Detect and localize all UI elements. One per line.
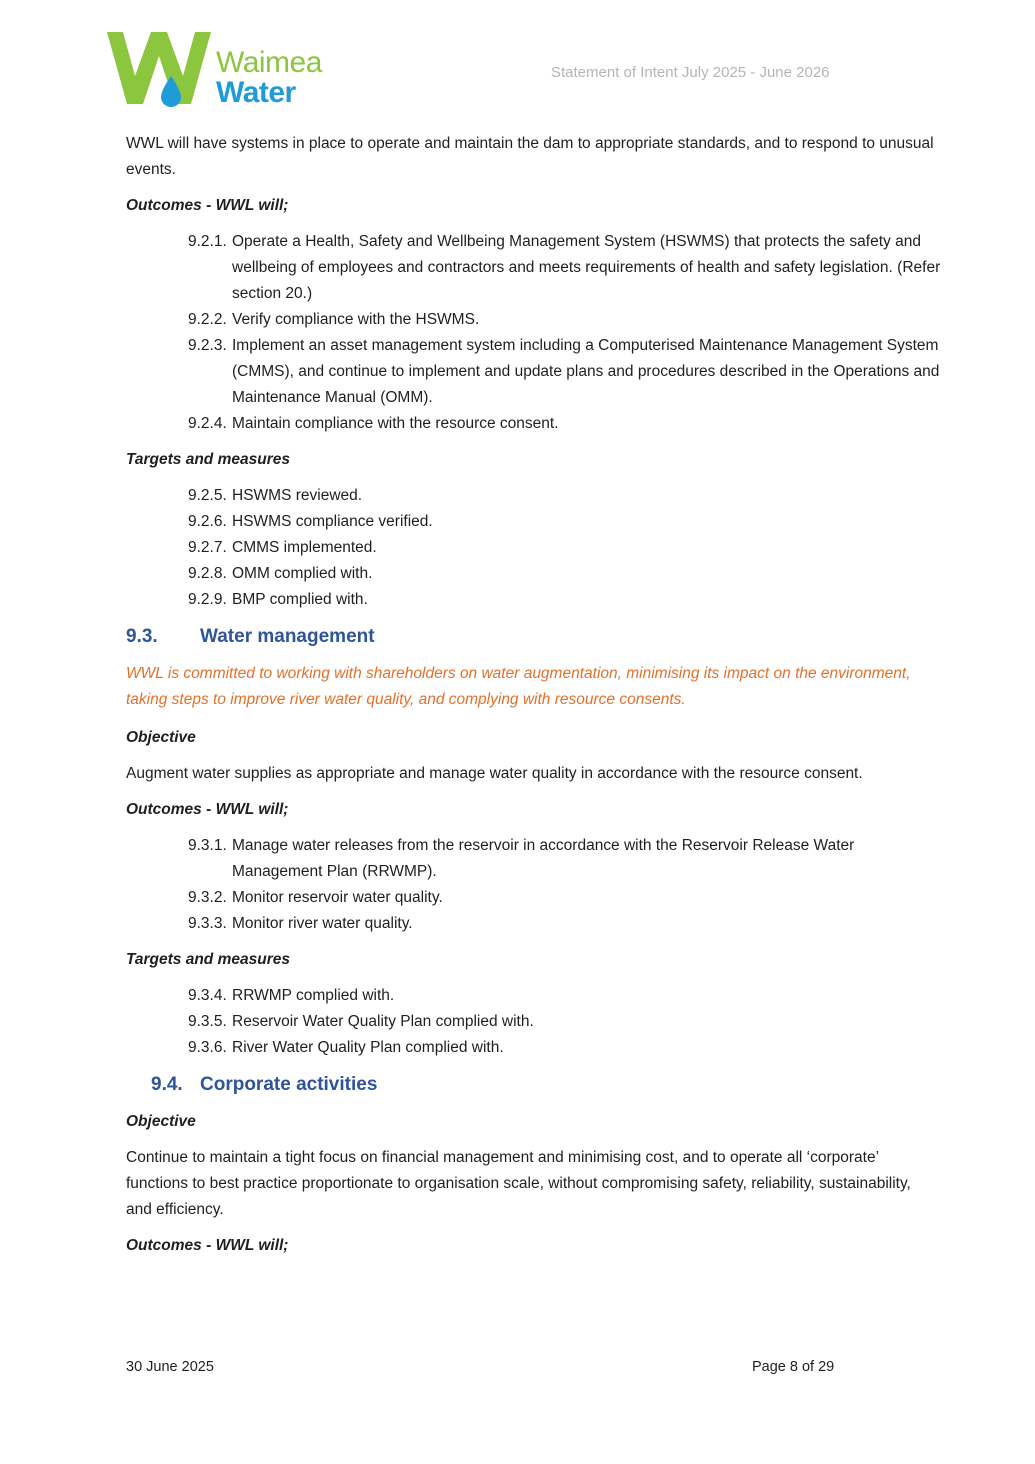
outcomes-list-9-2 <box>126 229 941 437</box>
section-heading-9-3: 9.3. Water management <box>126 626 375 647</box>
section-9-3-objective: Augment water supplies as appropriate and manage water quality in accordance with the resource consent. <box>126 765 863 782</box>
section-heading-9-4: 9.4. Corporate activities <box>151 1074 378 1095</box>
list-item: 9.2.5. HSWMS reviewed. <box>188 487 363 504</box>
list-item: 9.3.2. Monitor reservoir water quality. <box>188 889 443 906</box>
document-header-title: Statement of Intent July 2025 - June 2026 <box>551 64 830 81</box>
page-content <box>126 131 941 1269</box>
footer-page-number: Page 8 of 29 <box>752 1359 835 1375</box>
list-item: 9.3.5. Reservoir Water Quality Plan complied with. <box>188 1013 534 1030</box>
objective-label: Objective <box>126 1113 196 1130</box>
objective-label: Objective <box>126 729 196 746</box>
logo-wordmark-bottom: Water <box>216 76 296 109</box>
list-item: 9.3.1. Manage water releases from the reservoir in accordance with the Reservoir Release Water Management Plan (RRWMP). <box>188 837 855 880</box>
list-item: 9.2.9. BMP complied with. <box>188 591 368 608</box>
section-9-4-objective: Continue to maintain a tight focus on financial management and minimising cost, and to operate all ‘corporate’ functions to best practice proportionate to organisation scale, without compromising safety, reliability, sustainability, and efficiency. <box>126 1149 911 1218</box>
list-item: 9.3.6. River Water Quality Plan complied with. <box>188 1039 504 1056</box>
targets-list-9-2 <box>126 483 941 613</box>
list-item: 9.3.3. Monitor river water quality. <box>188 915 413 932</box>
targets-list-9-3 <box>126 983 941 1061</box>
logo-wordmark-top: Waimea <box>216 46 322 79</box>
list-item: 9.2.3. Implement an asset management system including a Computerised Maintenance Management System (CMMS), and continue to implement and update plans and procedures described in the Operations and Maintenance Manual (OMM). <box>188 337 940 406</box>
targets-label: Targets and measures <box>126 451 290 468</box>
list-item: 9.2.1. Operate a Health, Safety and Wellbeing Management System (HSWMS) that protects the safety and wellbeing of employees and contractors and meets requirements of health and safety legislation. (Refer section 20.) <box>188 233 941 302</box>
outcomes-list-9-3 <box>126 833 941 937</box>
waimea-water-logo <box>103 26 343 110</box>
list-item: 9.2.6. HSWMS compliance verified. <box>188 513 433 530</box>
list-item: 9.2.4. Maintain compliance with the resource consent. <box>188 415 559 432</box>
section-9-3-statement: WWL is committed to working with shareholders on water augmentation, minimising its impact on the environment, taking steps to improve river water quality, and complying with resource consents. <box>126 665 911 708</box>
footer-date: 30 June 2025 <box>126 1359 214 1375</box>
list-item: 9.2.2. Verify compliance with the HSWMS. <box>188 311 480 328</box>
list-item: 9.2.7. CMMS implemented. <box>188 539 377 556</box>
list-item: 9.2.8. OMM complied with. <box>188 565 373 582</box>
outcomes-label: Outcomes - WWL will; <box>126 1237 289 1254</box>
targets-label: Targets and measures <box>126 951 290 968</box>
outcomes-label: Outcomes - WWL will; <box>126 197 289 214</box>
section-9-2-intro: WWL will have systems in place to operate and maintain the dam to appropriate standards, and to respond to unusual events. <box>126 135 934 178</box>
outcomes-label: Outcomes - WWL will; <box>126 801 289 818</box>
logo-w-mark-icon <box>103 26 215 110</box>
list-item: 9.3.4. RRWMP complied with. <box>188 987 395 1004</box>
